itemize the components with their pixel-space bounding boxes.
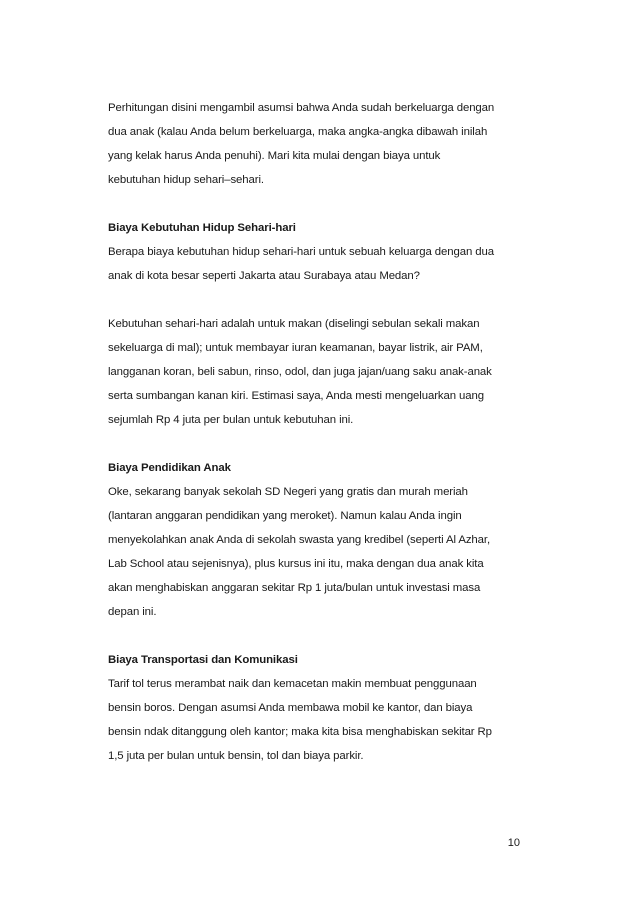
daily-living-body <box>108 312 528 432</box>
education-body <box>108 480 528 624</box>
section-heading-transport: Biaya Transportasi dan Komunikasi <box>108 654 298 666</box>
page-number: 10 <box>507 837 520 849</box>
text-line: Lab School atau sejenisnya), plus kursus ini itu, maka dengan dua anak kita <box>108 558 484 570</box>
text-line: yang kelak harus Anda penuhi). Mari kita mulai dengan biaya untuk <box>108 150 441 162</box>
text-line: (lantaran anggaran pendidikan yang meroket). Namun kalau Anda ingin <box>108 510 462 522</box>
intro-paragraph <box>108 96 528 192</box>
section-heading-education: Biaya Pendidikan Anak <box>108 462 231 474</box>
daily-living-question <box>108 240 528 288</box>
paragraph-spacer <box>108 624 528 648</box>
text-line: anak di kota besar seperti Jakarta atau Surabaya atau Medan? <box>108 270 420 282</box>
paragraph-spacer <box>108 192 528 216</box>
text-line: akan menghabiskan anggaran sekitar Rp 1 juta/bulan untuk investasi masa <box>108 582 481 594</box>
text-line: dua anak (kalau Anda belum berkeluarga, maka angka-angka dibawah inilah <box>108 126 488 138</box>
text-line: bensin boros. Dengan asumsi Anda membawa mobil ke kantor, dan biaya <box>108 702 473 714</box>
text-line: sekeluarga di mal); untuk membayar iuran keamanan, bayar listrik, air PAM, <box>108 342 483 354</box>
text-line: sejumlah Rp 4 juta per bulan untuk kebutuhan ini. <box>108 414 354 426</box>
text-line: Oke, sekarang banyak sekolah SD Negeri yang gratis dan murah meriah <box>108 486 468 498</box>
text-line: langganan koran, beli sabun, rinso, odol, dan juga jajan/uang saku anak-anak <box>108 366 492 378</box>
text-line: 1,5 juta per bulan untuk bensin, tol dan biaya parkir. <box>108 750 364 762</box>
paragraph-spacer <box>108 288 528 312</box>
text-line: Kebutuhan sehari-hari adalah untuk makan (diselingi sebulan sekali makan <box>108 318 480 330</box>
text-line: Perhitungan disini mengambil asumsi bahwa Anda sudah berkeluarga dengan <box>108 102 495 114</box>
paragraph-spacer <box>108 432 528 456</box>
text-line: Tarif tol terus merambat naik dan kemacetan makin membuat penggunaan <box>108 678 477 690</box>
text-line: serta sumbangan kanan kiri. Estimasi saya, Anda mesti mengeluarkan uang <box>108 390 484 402</box>
section-heading-daily-living: Biaya Kebutuhan Hidup Sehari-hari <box>108 222 296 234</box>
page-content <box>108 96 528 768</box>
text-line: kebutuhan hidup sehari–sehari. <box>108 174 264 186</box>
text-line: Berapa biaya kebutuhan hidup sehari-hari untuk sebuah keluarga dengan dua <box>108 246 494 258</box>
text-line: depan ini. <box>108 606 157 618</box>
text-line: bensin ndak ditanggung oleh kantor; maka kita bisa menghabiskan sekitar Rp <box>108 726 492 738</box>
transport-body <box>108 672 528 768</box>
text-line: menyekolahkan anak Anda di sekolah swasta yang kredibel (seperti Al Azhar, <box>108 534 491 546</box>
